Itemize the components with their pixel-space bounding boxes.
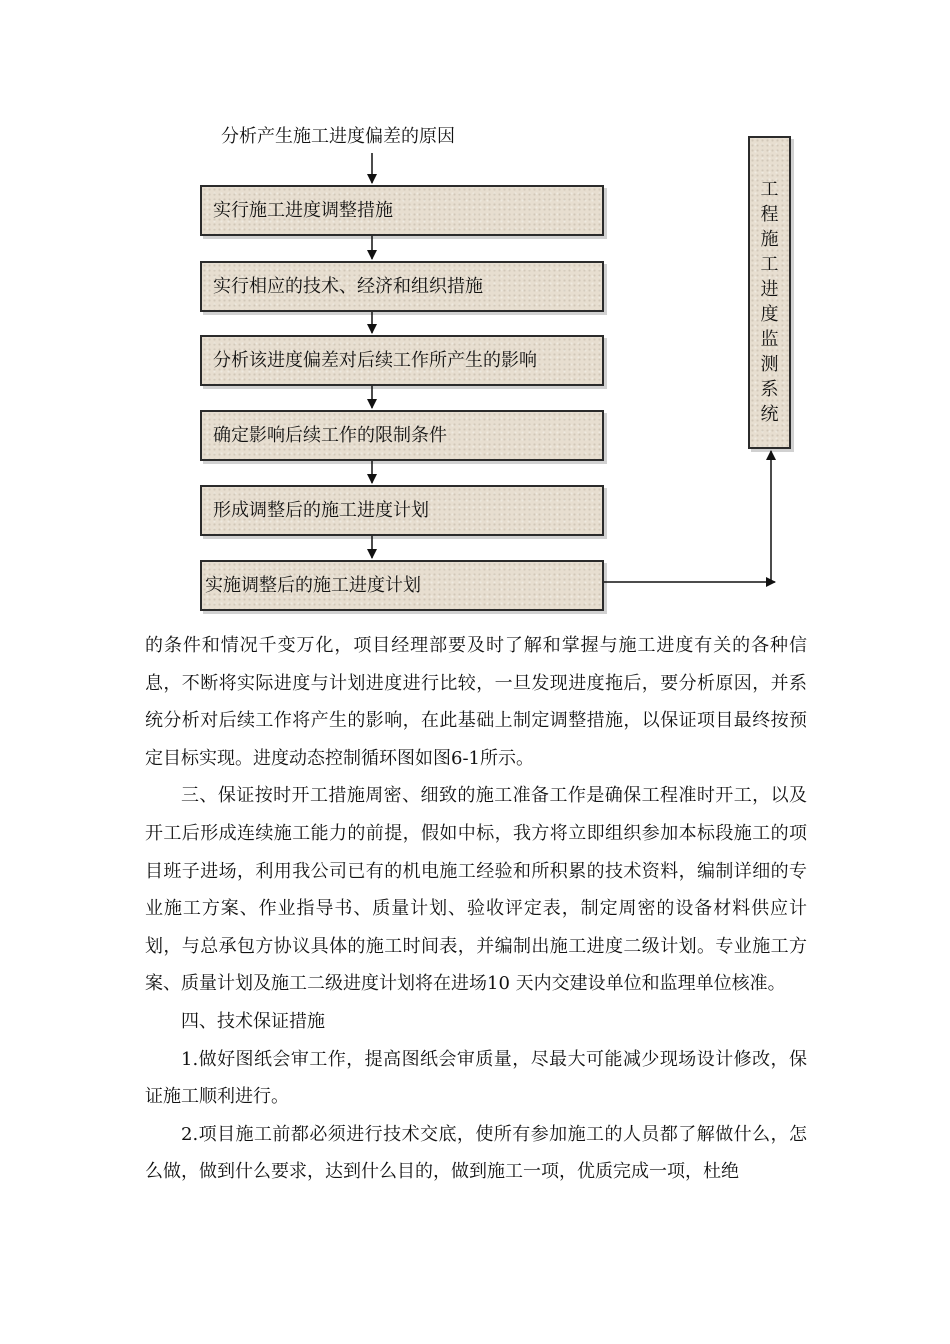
section-heading-technical: 四、技术保证措施 bbox=[181, 1010, 325, 1032]
paragraph-continuation: 的条件和情况千变万化，项目经理部要及时了解和掌握与施工进度有关的各种信息，不断将实际进度与计划进度进行比较，一旦发现进度拖后，要分析原因，并系统分析对后续工作将产生的影响，在此基础上制定调整措施，以保证项目最终按预定目标实现。进度动态控制循环图如图6-1所示。 bbox=[145, 635, 807, 769]
monitor-char: 统 bbox=[760, 404, 779, 425]
flowchart-intro-label: 分析产生施工进度偏差的原因 bbox=[221, 126, 455, 147]
flow-step-5: 形成调整后的施工进度计划 bbox=[200, 485, 604, 536]
flow-step-4: 确定影响后续工作的限制条件 bbox=[200, 410, 604, 461]
monitor-char: 施 bbox=[760, 229, 779, 250]
monitor-char: 程 bbox=[760, 204, 779, 225]
monitor-char: 系 bbox=[760, 379, 779, 400]
monitor-char: 进 bbox=[760, 279, 779, 300]
flow-step-6: 实施调整后的施工进度计划 bbox=[200, 560, 604, 611]
document-body bbox=[145, 627, 807, 1191]
monitor-char: 监 bbox=[760, 329, 779, 350]
paragraph-start-guarantee: 三、保证按时开工措施周密、细致的施工准备工作是确保工程准时开工，以及开工后形成连续施工能力的前提，假如中标，我方将立即组织参加本标段施工的项目班子进场，利用我公司已有的机电施工经验和所积累的技术资料，编制详细的专业施工方案、作业指导书、质量计划、验收评定表，制定周密的设备材料供应计划，与总承包方协议具体的施工时间表，并编制出施工进度二级计划。专业施工方案、质量计划及施工二级进度计划将在进场10 天内交建设单位和监理单位核准。 bbox=[145, 785, 807, 995]
monitor-char: 工 bbox=[760, 179, 779, 200]
paragraph-item-2: 2.项目施工前都必须进行技术交底，使所有参加施工的人员都了解做什么，怎么做，做到什么要求，达到什么目的，做到施工一项，优质完成一项，杜绝 bbox=[145, 1123, 807, 1183]
flow-step-1: 实行施工进度调整措施 bbox=[200, 185, 604, 236]
monitor-char: 度 bbox=[760, 304, 779, 325]
monitor-char: 测 bbox=[760, 354, 779, 375]
progress-control-flowchart bbox=[0, 0, 950, 620]
flow-step-2: 实行相应的技术、经济和组织措施 bbox=[200, 261, 604, 312]
flowchart-arrows bbox=[0, 0, 950, 620]
monitor-char: 工 bbox=[760, 254, 779, 275]
paragraph-item-1: 1.做好图纸会审工作，提高图纸会审质量，尽最大可能减少现场设计修改，保证施工顺利进行。 bbox=[145, 1048, 807, 1108]
flow-step-3: 分析该进度偏差对后续工作所产生的影响 bbox=[200, 335, 604, 386]
